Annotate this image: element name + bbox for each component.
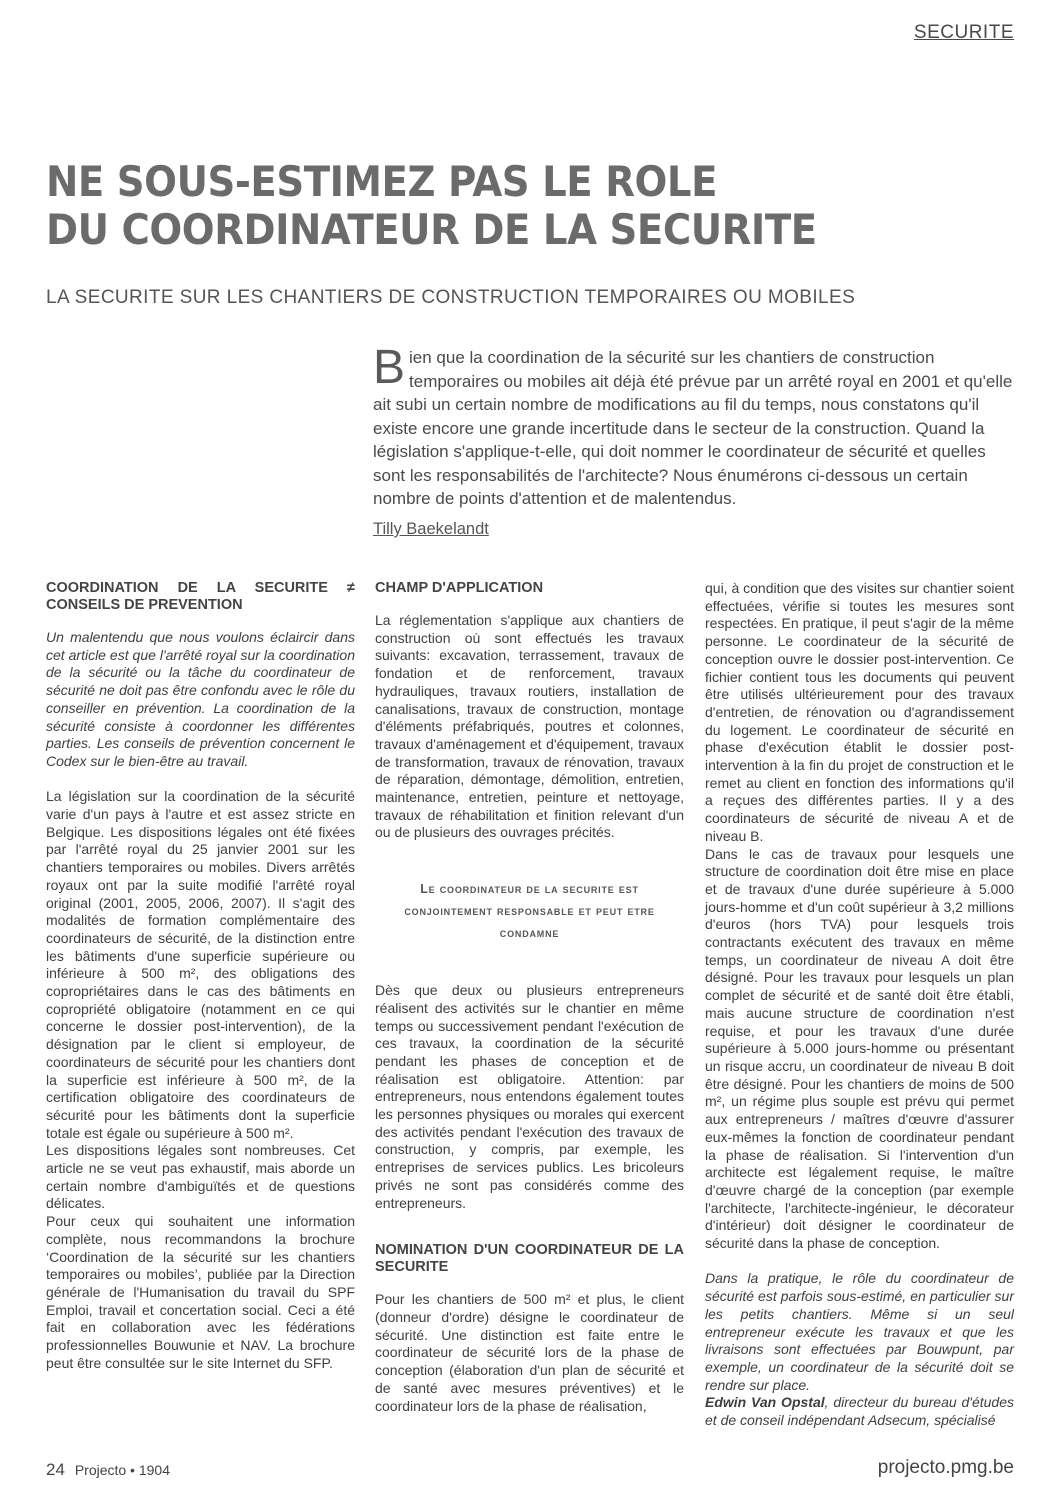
- body-paragraph: Pour ceux qui souhaitent une information complète, nous recommandons la brochure ‘Coordination de la sécurité sur les chantiers temporaires ou mobiles’, publiée par la Direction générale de l'Humanisation du travail du SPF Emploi, travail et concertation social. Ceci a été fait en collaboration avec les fédérations professionnelles Bouwunie et NAV. La brochure peut être consultée sur le site Internet du SFP.: [46, 1213, 355, 1371]
- body-paragraph: La législation sur la coordination de la sécurité varie d'un pays à l'autre et est assez stricte en Belgique. Les dispositions légales ont été fixées par l'arrêté royal du 25 janvier 2001 sur les chantiers temporaires ou mobiles. Divers arrêtés royaux ont par la suite modifié l'arrêté royal original (2001, 2005, 2006, 2007). Il s'agit des modalités de formation complémentaire des coordinateurs de sécurité, de la distinction entre les bâtiments d'une superficie supérieure ou inférieure à 500 m², des obligations des copropriétaires dans le cas des bâtiments en copropriété obligatoire (notamment en ce qui concerne le dossier post-intervention), de la désignation par le client si employeur, de coordinateurs de sécurité pour les chantiers dont la superficie est inférieure à 500 m², de la certification obligatoire des coordinateurs de sécurité pour les bâtiments dont la superficie totale est égale ou supérieure à 500 m².: [46, 788, 355, 1141]
- body-paragraph: qui, à condition que des visites sur chantier soient effectuées, vérifie si toutes les mesures sont respectées. En pratique, il peut s'agir de la même personne. Le coordinateur de la sécurité de conception ouvre le dossier post-intervention. Ce fichier contient tous les documents qui peuvent être utilisés ultérieurement pour des travaux d'entretien, de rénovation ou d'agrandissement du logement. Le coordinateur de sécurité en phase d'exécution établit le dossier post-intervention à la fin du projet de construction et le remet au client en fonction des informations qu'il a reçues des différentes parties. Il y a des coordinateurs de sécurité de niveau A et de niveau B.: [705, 580, 1014, 844]
- quote-attribution: [705, 1394, 1014, 1429]
- intro-paragraph: [373, 341, 1013, 511]
- article-subtitle: LA SECURITE SUR LES CHANTIERS DE CONSTRUCTION TEMPORAIRES OU MOBILES: [46, 287, 856, 308]
- section-tag: SECURITE: [913, 22, 1014, 43]
- website-url[interactable]: projecto.pmg.be: [877, 1457, 1014, 1478]
- section-heading-nomination: NOMINATION D'UN COORDINATEUR DE LA SECURITE: [375, 1242, 684, 1276]
- quote-role: , directeur du bureau d'études et de conseil indépendant Adsecum, spécialisé: [705, 1394, 1014, 1429]
- quote-name: Edwin Van Opstal: [705, 1394, 825, 1411]
- column-3: [705, 580, 1014, 1430]
- publication-name: Projecto • 1904: [74, 1462, 170, 1478]
- body-paragraph: Dans le cas de travaux pour lesquels une structure de coordination doit être mise en place et de travaux d'une durée supérieure à 5.000 jours-homme et d'un coût supérieur à 3,2 millions d'euros (hors TVA) pour lesquels trois contractants exécutent des travaux en même temps, un coordinateur de niveau A doit être désigné. Pour les travaux pour lesquels un plan complet de sécurité et de santé doit être établi, mais aucune structure de coordination n'est requise, et pour les travaux d'une durée supérieure à 5.000 jours-homme ou présentant un risque accru, un coordinateur de niveau B doit être désigné. Pour les chantiers de moins de 500 m², un régime plus souple est prévu qui permet aux entrepreneurs / maîtres d'œuvre d'assurer eux-mêmes la fonction de coordinateur pendant la phase de réalisation. Si l'intervention d'un architecte est légalement requise, le maître d'œuvre chargé de la conception (par exemple l'architecte, l'architecte-ingénieur, le décorateur d'intérieur) doit désigner le coordinateur de sécurité dans la phase de conception.: [705, 845, 1014, 1252]
- italic-lead: Un malentendu que nous voulons éclaircir dans cet article est que l'arrêté royal sur la coordination de la sécurité ou la tâche du coordinateur de sécurité ne doit pas être confondu avec le rôle du conseiller en prévention. La coordination de la sécurité consiste à coordonner les différentes parties. Les conseils de prévention concernent le Codex sur le bien-être au travail.: [46, 629, 355, 769]
- footer-left: [46, 1460, 170, 1480]
- section-heading-champ: CHAMP D'APPLICATION: [375, 580, 544, 596]
- body-paragraph: Dès que deux ou plusieurs entrepreneurs réalisent des activités sur le chantier en même temps ou successivement pendant l'exécution de ces travaux, la coordination de la sécurité pendant les phases de conception et de réalisation est obligatoire. Attention: par entrepreneurs, nous entendons également toutes les personnes physiques ou morales qui exercent des activités pendant l'exécution des travaux de construction, y compris, par exemple, les entreprises de services publics. Les bricoleurs privés ne sont pas considérés comme des entrepreneurs.: [375, 982, 684, 1211]
- italic-quote: Dans la pratique, le rôle du coordinateur de sécurité est parfois sous-estimé, en particulier sur les petits chantiers. Même si un seul entrepreneur exécute les travaux et que les livraisons sont effectuées par Bouwpunt, par exemple, un coordinateur de la sécurité doit se rendre sur place.: [705, 1270, 1014, 1393]
- section-heading-coordination: COORDINATION DE LA SECURITE ≠ CONSEILS DE PREVENTION: [46, 580, 355, 613]
- column-2: [375, 580, 684, 1415]
- body-paragraph: Les dispositions légales sont nombreuses. Cet article ne se veut pas exhaustif, mais aborde un certain nombre d'ambiguïtés et de questions délicates.: [46, 1142, 355, 1212]
- column-1: [46, 580, 355, 1373]
- drop-cap: B: [373, 341, 406, 394]
- body-paragraph: Pour les chantiers de 500 m² et plus, le client (donneur d'ordre) désigne le coordinateur de sécurité. Une distinction est faite entre le coordinateur de sécurité lors de la phase de conception (élaboration d'un plan de sécurité et de santé avec mesures préventives) et le coordinateur lors de la phase de réalisation,: [375, 1291, 684, 1414]
- page-number: 24: [46, 1460, 65, 1479]
- pull-quote: Le coordinateur de la securite est conjointement responsable et peut etre condamne: [404, 882, 655, 941]
- intro-text: ien que la coordination de la sécurité sur les chantiers de construction temporaires ou mobiles ait déjà été prévue par un arrêté royal en 2001 et qu'elle ait subi un certain nombre de modifications au fil du temps, nous constatons qu'il existe encore une grande incertitude dans le secteur de la construction. Quand la législation s'applique-t-elle, qui doit nommer le coordinateur de sécurité et quelles sont les responsabilités de l'architecte? Nous énumérons ci-dessous un certain nombre de points d'attention et de malentendus.: [373, 348, 1013, 508]
- title-line-1: NE SOUS-ESTIMEZ PAS LE ROLE: [46, 157, 718, 206]
- body-paragraph: La réglementation s'applique aux chantiers de construction où sont effectués les travaux suivants: excavation, terrassement, travaux de fondation et de renforcement, travaux hydrauliques, travaux routiers, installation de canalisations, travaux de construction, montage d'éléments préfabriqués, poutres et colonnes, travaux d'aménagement et d'équipement, travaux de transformation, travaux de rénovation, travaux de réparation, démontage, démolition, entretien, maintenance, entretien, peinture et nettoyage, travaux de réhabilitation et finition relevant d'un ou de plusieurs des ouvrages précités.: [375, 612, 684, 841]
- article-title: [46, 158, 929, 254]
- title-line-2: DU COORDINATEUR DE LA SECURITE: [46, 205, 817, 254]
- author-name: Tilly Baekelandt: [373, 520, 489, 538]
